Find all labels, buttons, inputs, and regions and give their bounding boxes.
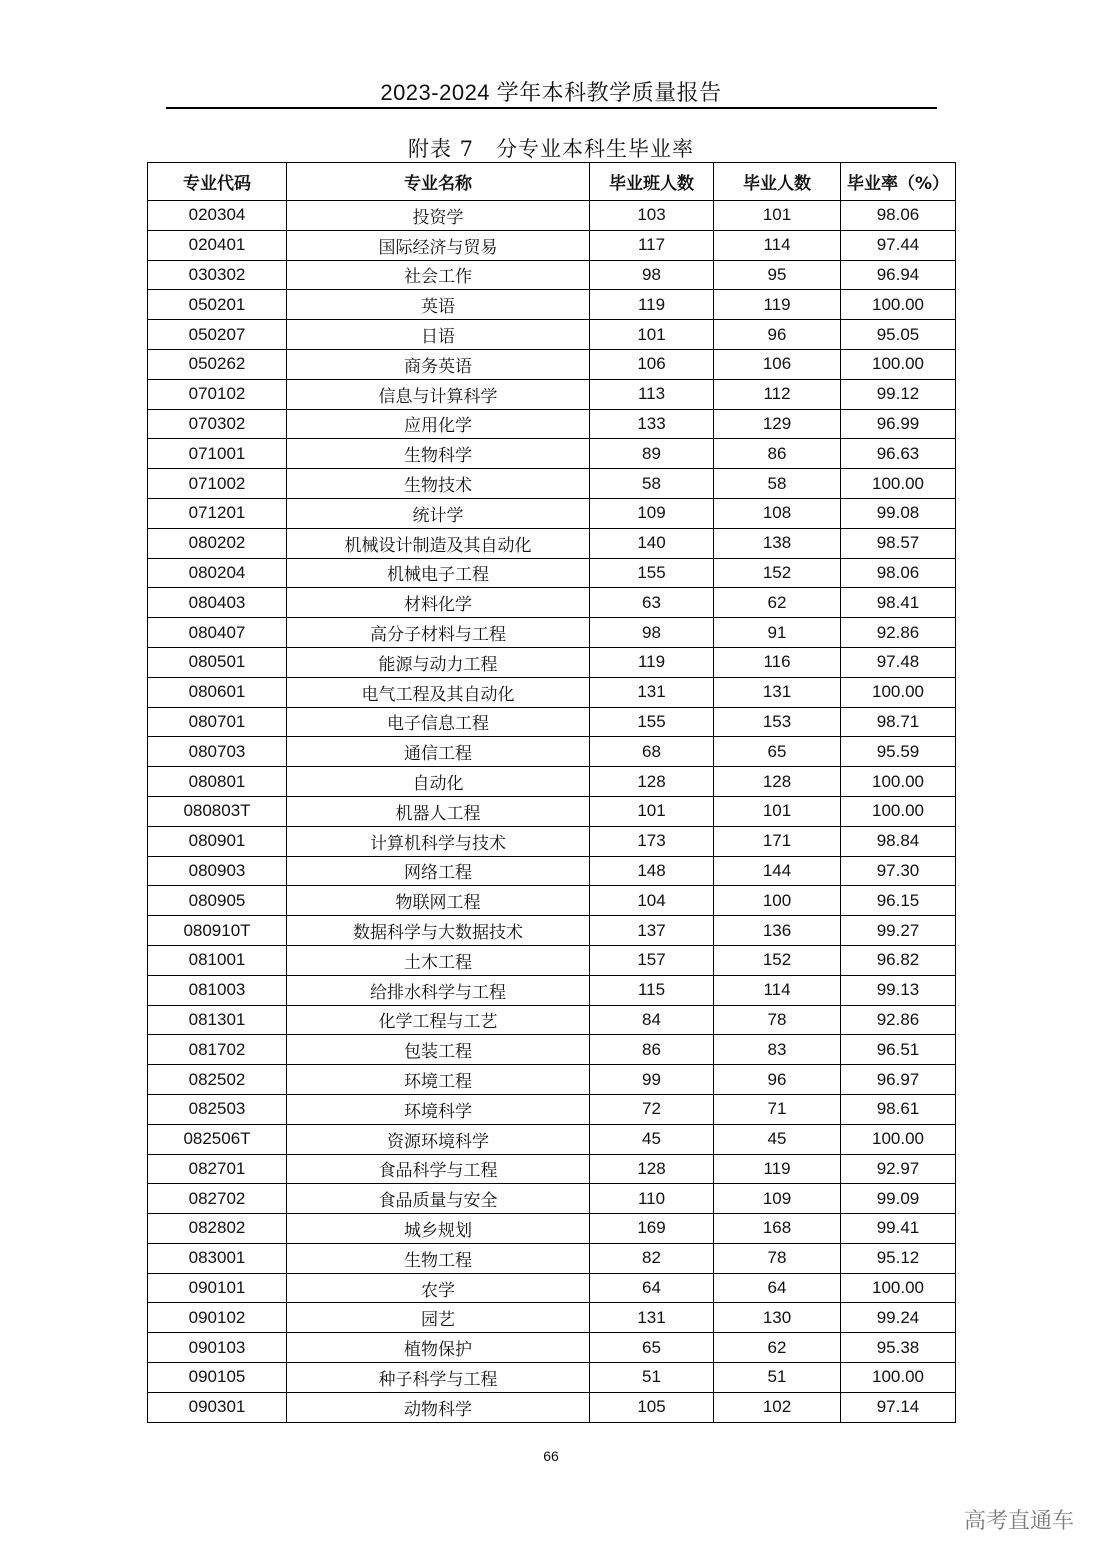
table-row	[148, 260, 956, 290]
graduation-rate-cell: 98.71	[841, 707, 956, 737]
graduates-cell: 119	[714, 1154, 841, 1184]
class-size-cell: 65	[590, 1333, 714, 1363]
major-code-cell: 071001	[148, 439, 287, 469]
graduates-cell: 152	[714, 558, 841, 588]
major-name-cell: 信息与计算科学	[287, 379, 590, 409]
class-size-cell: 58	[590, 469, 714, 499]
graduation-rate-cell: 98.61	[841, 1094, 956, 1124]
graduation-rate-cell: 100.00	[841, 469, 956, 499]
major-code-cell: 070102	[148, 379, 287, 409]
graduates-cell: 119	[714, 290, 841, 320]
graduation-rate-cell: 96.97	[841, 1065, 956, 1095]
class-size-cell: 140	[590, 528, 714, 558]
major-name-cell: 统计学	[287, 498, 590, 528]
graduates-cell: 101	[714, 796, 841, 826]
class-size-cell: 157	[590, 945, 714, 975]
class-size-cell: 98	[590, 260, 714, 290]
class-size-cell: 99	[590, 1065, 714, 1095]
table-row	[148, 886, 956, 916]
table-row	[148, 349, 956, 379]
graduation-rate-cell: 97.14	[841, 1392, 956, 1422]
class-size-cell: 98	[590, 618, 714, 648]
major-name-cell: 包装工程	[287, 1035, 590, 1065]
major-name-cell: 食品科学与工程	[287, 1154, 590, 1184]
column-header-major-name: 专业名称	[287, 163, 590, 201]
major-name-cell: 环境工程	[287, 1065, 590, 1095]
graduation-rate-cell: 100.00	[841, 796, 956, 826]
major-code-cell: 090103	[148, 1333, 287, 1363]
graduation-rate-cell: 99.13	[841, 975, 956, 1005]
class-size-cell: 64	[590, 1273, 714, 1303]
class-size-cell: 131	[590, 1303, 714, 1333]
major-code-cell: 090301	[148, 1392, 287, 1422]
class-size-cell: 148	[590, 856, 714, 886]
graduates-cell: 112	[714, 379, 841, 409]
table-row	[148, 767, 956, 797]
table-row	[148, 1392, 956, 1422]
table-body	[148, 201, 956, 1423]
graduation-rate-cell: 96.99	[841, 409, 956, 439]
major-name-cell: 机械电子工程	[287, 558, 590, 588]
graduation-rate-cell: 96.94	[841, 260, 956, 290]
graduation-rate-cell: 100.00	[841, 767, 956, 797]
major-code-cell: 030302	[148, 260, 287, 290]
class-size-cell: 101	[590, 796, 714, 826]
graduation-rate-cell: 95.12	[841, 1243, 956, 1273]
graduation-rate-cell: 96.63	[841, 439, 956, 469]
class-size-cell: 119	[590, 290, 714, 320]
column-header-graduation-rate: 毕业率（%）	[841, 163, 956, 201]
graduation-rate-cell: 92.86	[841, 1005, 956, 1035]
major-code-cell: 080903	[148, 856, 287, 886]
graduates-cell: 71	[714, 1094, 841, 1124]
major-name-cell: 英语	[287, 290, 590, 320]
table-row	[148, 1035, 956, 1065]
major-code-cell: 080701	[148, 707, 287, 737]
major-name-cell: 商务英语	[287, 349, 590, 379]
major-code-cell: 080202	[148, 528, 287, 558]
class-size-cell: 173	[590, 826, 714, 856]
major-code-cell: 080803T	[148, 796, 287, 826]
graduation-rate-cell: 99.27	[841, 916, 956, 946]
major-code-cell: 080403	[148, 588, 287, 618]
major-name-cell: 资源环境科学	[287, 1124, 590, 1154]
table-row	[148, 290, 956, 320]
graduates-cell: 78	[714, 1005, 841, 1035]
major-code-cell: 090102	[148, 1303, 287, 1333]
class-size-cell: 106	[590, 349, 714, 379]
major-code-cell: 050262	[148, 349, 287, 379]
graduates-cell: 65	[714, 737, 841, 767]
graduation-rate-cell: 99.41	[841, 1214, 956, 1244]
major-code-cell: 080801	[148, 767, 287, 797]
major-code-cell: 080905	[148, 886, 287, 916]
class-size-cell: 101	[590, 320, 714, 350]
graduates-cell: 144	[714, 856, 841, 886]
graduates-cell: 62	[714, 588, 841, 618]
major-name-cell: 土木工程	[287, 945, 590, 975]
table-row	[148, 409, 956, 439]
table-row	[148, 647, 956, 677]
major-name-cell: 园艺	[287, 1303, 590, 1333]
graduation-rate-cell: 97.48	[841, 647, 956, 677]
graduates-cell: 136	[714, 916, 841, 946]
class-size-cell: 155	[590, 558, 714, 588]
page-number: 66	[543, 1448, 559, 1464]
major-code-cell: 020401	[148, 230, 287, 260]
class-size-cell: 104	[590, 886, 714, 916]
class-size-cell: 109	[590, 498, 714, 528]
table-row	[148, 230, 956, 260]
major-code-cell: 080407	[148, 618, 287, 648]
class-size-cell: 105	[590, 1392, 714, 1422]
major-name-cell: 投资学	[287, 201, 590, 231]
graduates-cell: 171	[714, 826, 841, 856]
graduates-cell: 128	[714, 767, 841, 797]
table-row	[148, 1065, 956, 1095]
graduates-cell: 96	[714, 1065, 841, 1095]
table-row	[148, 1273, 956, 1303]
report-header-title: 2023-2024 学年本科教学质量报告	[380, 80, 722, 105]
major-code-cell: 083001	[148, 1243, 287, 1273]
table-row	[148, 201, 956, 231]
table-row	[148, 439, 956, 469]
table-header-row	[148, 163, 956, 201]
class-size-cell: 133	[590, 409, 714, 439]
major-code-cell: 080901	[148, 826, 287, 856]
major-name-cell: 化学工程与工艺	[287, 1005, 590, 1035]
graduates-cell: 83	[714, 1035, 841, 1065]
major-code-cell: 081003	[148, 975, 287, 1005]
table-row	[148, 1333, 956, 1363]
graduates-cell: 64	[714, 1273, 841, 1303]
major-name-cell: 高分子材料与工程	[287, 618, 590, 648]
table-row	[148, 707, 956, 737]
graduates-cell: 45	[714, 1124, 841, 1154]
graduates-cell: 102	[714, 1392, 841, 1422]
major-name-cell: 数据科学与大数据技术	[287, 916, 590, 946]
major-code-cell: 082701	[148, 1154, 287, 1184]
table-row	[148, 1363, 956, 1393]
major-name-cell: 生物工程	[287, 1243, 590, 1273]
graduates-cell: 95	[714, 260, 841, 290]
major-name-cell: 环境科学	[287, 1094, 590, 1124]
major-name-cell: 应用化学	[287, 409, 590, 439]
major-code-cell: 082502	[148, 1065, 287, 1095]
graduates-cell: 168	[714, 1214, 841, 1244]
class-size-cell: 103	[590, 201, 714, 231]
table-caption: 附表 7 分专业本科生毕业率	[407, 137, 695, 161]
major-name-cell: 种子科学与工程	[287, 1363, 590, 1393]
table-row	[148, 528, 956, 558]
major-code-cell: 080910T	[148, 916, 287, 946]
major-code-cell: 080601	[148, 677, 287, 707]
major-name-cell: 城乡规划	[287, 1214, 590, 1244]
table-row	[148, 1214, 956, 1244]
graduation-rate-cell: 98.06	[841, 201, 956, 231]
major-code-cell: 071201	[148, 498, 287, 528]
major-name-cell: 机械设计制造及其自动化	[287, 528, 590, 558]
major-code-cell: 081001	[148, 945, 287, 975]
column-header-major-code: 专业代码	[148, 163, 287, 201]
major-name-cell: 食品质量与安全	[287, 1184, 590, 1214]
graduates-cell: 116	[714, 647, 841, 677]
major-code-cell: 050207	[148, 320, 287, 350]
major-code-cell: 080703	[148, 737, 287, 767]
class-size-cell: 113	[590, 379, 714, 409]
table-row	[148, 1005, 956, 1035]
graduation-rate-cell: 99.08	[841, 498, 956, 528]
major-code-cell: 071002	[148, 469, 287, 499]
major-name-cell: 电气工程及其自动化	[287, 677, 590, 707]
table-row	[148, 677, 956, 707]
major-code-cell: 082702	[148, 1184, 287, 1214]
class-size-cell: 119	[590, 647, 714, 677]
graduation-rate-cell: 98.06	[841, 558, 956, 588]
class-size-cell: 51	[590, 1363, 714, 1393]
graduates-cell: 109	[714, 1184, 841, 1214]
class-size-cell: 110	[590, 1184, 714, 1214]
class-size-cell: 128	[590, 767, 714, 797]
graduates-cell: 153	[714, 707, 841, 737]
table-row	[148, 737, 956, 767]
graduation-rate-cell: 95.59	[841, 737, 956, 767]
major-code-cell: 080501	[148, 647, 287, 677]
major-name-cell: 社会工作	[287, 260, 590, 290]
class-size-cell: 68	[590, 737, 714, 767]
major-name-cell: 电子信息工程	[287, 707, 590, 737]
major-code-cell: 082802	[148, 1214, 287, 1244]
table-row	[148, 1124, 956, 1154]
graduation-rate-cell: 95.38	[841, 1333, 956, 1363]
graduation-rate-cell: 99.12	[841, 379, 956, 409]
graduates-cell: 130	[714, 1303, 841, 1333]
major-name-cell: 机器人工程	[287, 796, 590, 826]
major-code-cell: 081301	[148, 1005, 287, 1035]
graduates-cell: 100	[714, 886, 841, 916]
major-code-cell: 082506T	[148, 1124, 287, 1154]
table-row	[148, 320, 956, 350]
table-row	[148, 945, 956, 975]
table-row	[148, 618, 956, 648]
major-name-cell: 通信工程	[287, 737, 590, 767]
major-code-cell: 090105	[148, 1363, 287, 1393]
major-name-cell: 日语	[287, 320, 590, 350]
graduation-rate-cell: 98.41	[841, 588, 956, 618]
class-size-cell: 117	[590, 230, 714, 260]
major-code-cell: 082503	[148, 1094, 287, 1124]
major-name-cell: 自动化	[287, 767, 590, 797]
table-row	[148, 588, 956, 618]
graduates-cell: 58	[714, 469, 841, 499]
table-row	[148, 379, 956, 409]
watermark-logo-text: 高考直通车	[963, 1509, 1074, 1534]
class-size-cell: 82	[590, 1243, 714, 1273]
graduates-cell: 78	[714, 1243, 841, 1273]
major-name-cell: 生物科学	[287, 439, 590, 469]
major-name-cell: 能源与动力工程	[287, 647, 590, 677]
graduation-rate-cell: 92.86	[841, 618, 956, 648]
graduation-rate-cell: 99.24	[841, 1303, 956, 1333]
table-row	[148, 796, 956, 826]
table-row	[148, 916, 956, 946]
major-name-cell: 网络工程	[287, 856, 590, 886]
major-name-cell: 农学	[287, 1273, 590, 1303]
class-size-cell: 115	[590, 975, 714, 1005]
major-name-cell: 植物保护	[287, 1333, 590, 1363]
graduates-cell: 114	[714, 230, 841, 260]
major-code-cell: 020304	[148, 201, 287, 231]
graduates-cell: 96	[714, 320, 841, 350]
graduates-cell: 91	[714, 618, 841, 648]
class-size-cell: 128	[590, 1154, 714, 1184]
major-name-cell: 物联网工程	[287, 886, 590, 916]
graduation-rate-cell: 100.00	[841, 677, 956, 707]
graduation-rate-cell: 92.97	[841, 1154, 956, 1184]
graduation-rate-table	[147, 162, 956, 1423]
graduation-rate-cell: 96.15	[841, 886, 956, 916]
graduates-cell: 101	[714, 201, 841, 231]
major-code-cell: 070302	[148, 409, 287, 439]
graduates-cell: 131	[714, 677, 841, 707]
table-row	[148, 1094, 956, 1124]
graduation-rate-cell: 99.09	[841, 1184, 956, 1214]
major-name-cell: 计算机科学与技术	[287, 826, 590, 856]
graduation-rate-cell: 96.82	[841, 945, 956, 975]
table-row	[148, 1243, 956, 1273]
table-row	[148, 1154, 956, 1184]
major-name-cell: 材料化学	[287, 588, 590, 618]
graduates-cell: 86	[714, 439, 841, 469]
major-code-cell: 050201	[148, 290, 287, 320]
column-header-graduates: 毕业人数	[714, 163, 841, 201]
graduates-cell: 138	[714, 528, 841, 558]
graduates-cell: 51	[714, 1363, 841, 1393]
class-size-cell: 86	[590, 1035, 714, 1065]
table-row	[148, 498, 956, 528]
graduation-rate-cell: 97.30	[841, 856, 956, 886]
graduation-rate-cell: 100.00	[841, 1273, 956, 1303]
graduation-rate-cell: 100.00	[841, 1124, 956, 1154]
major-name-cell: 生物技术	[287, 469, 590, 499]
graduation-rate-cell: 95.05	[841, 320, 956, 350]
graduation-rate-cell: 98.84	[841, 826, 956, 856]
major-name-cell: 国际经济与贸易	[287, 230, 590, 260]
table-row	[148, 1303, 956, 1333]
class-size-cell: 89	[590, 439, 714, 469]
graduates-cell: 152	[714, 945, 841, 975]
table-row	[148, 975, 956, 1005]
graduates-cell: 106	[714, 349, 841, 379]
table-row	[148, 856, 956, 886]
table-row	[148, 469, 956, 499]
class-size-cell: 84	[590, 1005, 714, 1035]
graduation-rate-cell: 100.00	[841, 1363, 956, 1393]
major-name-cell: 动物科学	[287, 1392, 590, 1422]
header-divider	[166, 107, 937, 109]
graduation-rate-cell: 100.00	[841, 349, 956, 379]
class-size-cell: 155	[590, 707, 714, 737]
graduation-rate-cell: 97.44	[841, 230, 956, 260]
class-size-cell: 131	[590, 677, 714, 707]
major-code-cell: 080204	[148, 558, 287, 588]
graduation-rate-cell: 96.51	[841, 1035, 956, 1065]
major-name-cell: 给排水科学与工程	[287, 975, 590, 1005]
graduates-cell: 108	[714, 498, 841, 528]
graduation-rate-cell: 98.57	[841, 528, 956, 558]
column-header-class-size: 毕业班人数	[590, 163, 714, 201]
graduates-cell: 114	[714, 975, 841, 1005]
class-size-cell: 63	[590, 588, 714, 618]
class-size-cell: 137	[590, 916, 714, 946]
table-row	[148, 558, 956, 588]
graduates-cell: 129	[714, 409, 841, 439]
class-size-cell: 45	[590, 1124, 714, 1154]
class-size-cell: 72	[590, 1094, 714, 1124]
graduation-rate-cell: 100.00	[841, 290, 956, 320]
table-row	[148, 1184, 956, 1214]
table-row	[148, 826, 956, 856]
major-code-cell: 081702	[148, 1035, 287, 1065]
graduates-cell: 62	[714, 1333, 841, 1363]
major-code-cell: 090101	[148, 1273, 287, 1303]
class-size-cell: 169	[590, 1214, 714, 1244]
